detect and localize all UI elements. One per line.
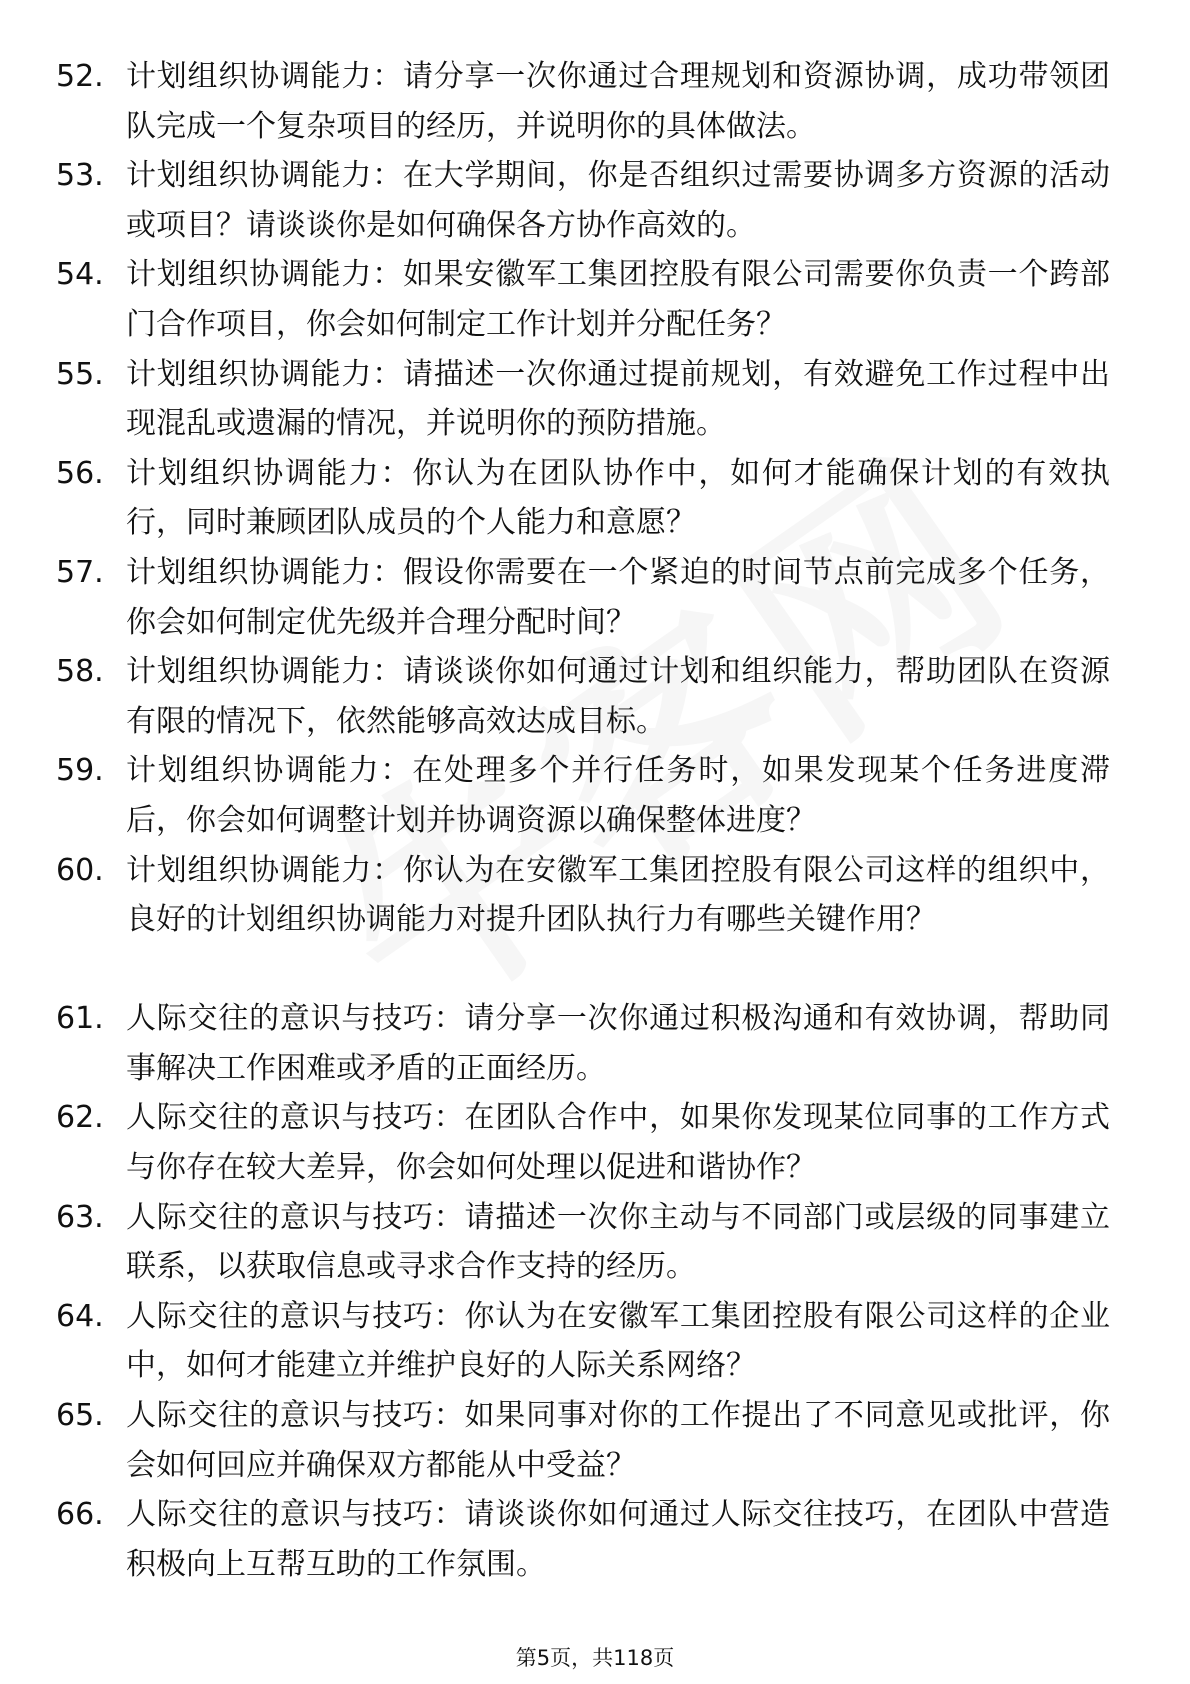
- question-number: 60.: [56, 852, 104, 888]
- question-item-63: [0, 1193, 1190, 1292]
- question-item-64: [0, 1292, 1190, 1391]
- question-number: 63.: [56, 1199, 104, 1235]
- question-text: 人际交往的意识与技巧：请分享一次你通过积极沟通和有效协调，帮助同事解决工作困难或矛盾的正面经历。: [126, 1001, 1110, 1086]
- question-item-56: [0, 449, 1190, 548]
- question-number: 59.: [56, 753, 104, 789]
- question-text: 计划组织协调能力：在处理多个并行任务时，如果发现某个任务进度滞后，你会如何调整计划并协调资源以确保整体进度？: [126, 753, 1110, 838]
- question-text: 计划组织协调能力：请谈谈你如何通过计划和组织能力，帮助团队在资源有限的情况下，依然能够高效达成目标。: [126, 654, 1110, 739]
- question-text: 计划组织协调能力：在大学期间，你是否组织过需要协调多方资源的活动或项目？请谈谈你是如何确保各方协作高效的。: [126, 158, 1110, 243]
- question-number: 56.: [56, 455, 104, 491]
- question-number: 57.: [56, 554, 104, 590]
- question-item-60: [0, 846, 1190, 995]
- question-item-53: [0, 151, 1190, 250]
- question-text: 人际交往的意识与技巧：请谈谈你如何通过人际交往技巧，在团队中营造积极向上互帮互助的工作氛围。: [126, 1497, 1110, 1582]
- question-number: 62.: [56, 1100, 104, 1136]
- question-text: 人际交往的意识与技巧：如果同事对你的工作提出了不同意见或批评，你会如何回应并确保双方都能从中受益？: [126, 1398, 1110, 1483]
- question-number: 58.: [56, 654, 104, 690]
- question-item-61: [0, 994, 1190, 1093]
- question-number: 53.: [56, 158, 104, 194]
- question-number: 66.: [56, 1497, 104, 1533]
- question-text: 人际交往的意识与技巧：你认为在安徽军工集团控股有限公司这样的企业中，如何才能建立并维护良好的人际关系网络？: [126, 1298, 1110, 1384]
- question-item-54: [0, 250, 1190, 349]
- question-item-55: [0, 350, 1190, 449]
- question-text: 人际交往的意识与技巧：请描述一次你主动与不同部门或层级的同事建立联系，以获取信息或寻求合作支持的经历。: [126, 1199, 1110, 1285]
- question-item-65: [0, 1391, 1190, 1490]
- question-number: 54.: [56, 257, 104, 293]
- question-text: 计划组织协调能力：请描述一次你通过提前规划，有效避免工作过程中出现混乱或遗漏的情况，并说明你的预防措施。: [126, 356, 1110, 442]
- question-text: 人际交往的意识与技巧：在团队合作中，如果你发现某位同事的工作方式与你存在较大差异，你会如何处理以促进和谐协作？: [126, 1100, 1110, 1186]
- question-number: 52.: [56, 59, 104, 94]
- question-item-62: [0, 1093, 1190, 1192]
- question-number: 55.: [56, 356, 104, 392]
- question-text: 计划组织协调能力：假设你需要在一个紧迫的时间节点前完成多个任务，你会如何制定优先级并合理分配时间？: [126, 554, 1110, 640]
- question-text: 计划组织协调能力：如果安徽军工集团控股有限公司需要你负责一个跨部门合作项目，你会如何制定工作计划并分配任务？: [126, 257, 1110, 342]
- question-item-59: [0, 746, 1190, 845]
- page-number: 第5页，共118页: [515, 1646, 675, 1670]
- question-item-57: [0, 548, 1190, 647]
- question-number: 61.: [56, 1001, 104, 1037]
- question-item-58: [0, 647, 1190, 746]
- question-item-52: [0, 52, 1190, 151]
- question-text: 计划组织协调能力：你认为在团队协作中，如何才能确保计划的有效执行，同时兼顾团队成员的个人能力和意愿？: [126, 455, 1110, 541]
- question-item-66: [0, 1490, 1190, 1589]
- question-text: 计划组织协调能力：请分享一次你通过合理规划和资源协调，成功带领团队完成一个复杂项目的经历，并说明你的具体做法。: [126, 59, 1110, 144]
- question-text: 计划组织协调能力：你认为在安徽军工集团控股有限公司这样的组织中，良好的计划组织协调能力对提升团队执行力有哪些关键作用？: [126, 852, 1110, 938]
- question-number: 64.: [56, 1298, 104, 1334]
- question-number: 65.: [56, 1398, 104, 1434]
- question-list: [0, 52, 1190, 1589]
